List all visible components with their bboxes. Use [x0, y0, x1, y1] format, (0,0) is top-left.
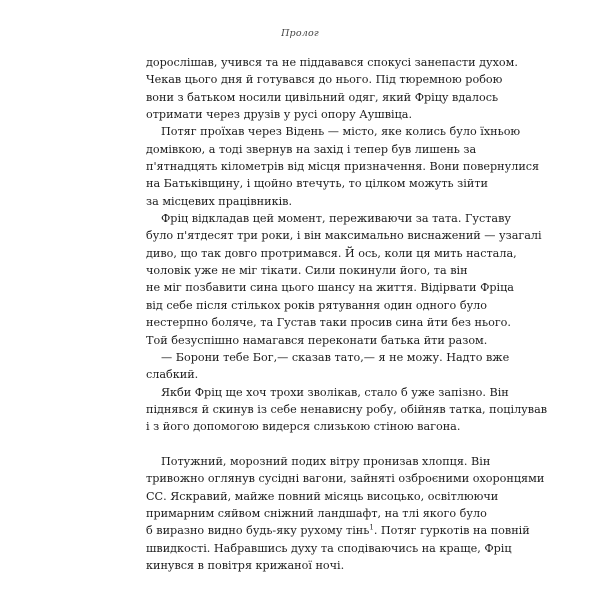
- text-line-content: Потужний, морозний подих вітру пронизав хлопця. Він: [161, 454, 491, 468]
- text-line-content: б виразно видно будь-яку рухому тінь: [146, 524, 370, 538]
- text-line: [146, 245, 517, 262]
- text-line: [146, 384, 509, 401]
- text-line: [146, 210, 511, 227]
- text-line: [146, 123, 521, 140]
- text-line: [146, 54, 518, 71]
- text-line-content: кинувся в повітря крижаної ночі.: [146, 558, 345, 572]
- text-line-content: диво, що так довго протримався. Й ось, коли ця мить настала,: [146, 246, 517, 260]
- text-line: [146, 227, 542, 244]
- text-line-content: піднявся й скинув із себе ненависну робу, обійняв татка, поцілував: [146, 402, 548, 416]
- text-line: [146, 332, 488, 349]
- text-line: [146, 314, 511, 331]
- text-line-content: за місцевих працівників.: [146, 194, 293, 208]
- text-line-content: Якби Фріц ще хоч трохи зволікав, стало б уже запізно. Він: [161, 385, 509, 399]
- text-line: [146, 175, 488, 192]
- text-line-content: Потяг проїхав через Відень — місто, яке колись було їхньою: [161, 125, 521, 139]
- text-line: [146, 71, 503, 88]
- text-line: [146, 488, 499, 505]
- text-line: [146, 505, 487, 522]
- text-line-content: п'ятнадцять кілометрів від місця призначення. Вони повернулися: [146, 160, 540, 174]
- text-line-content: нестерпно боляче, та Густав таки просив сина йти без нього.: [146, 316, 511, 330]
- text-line: [146, 279, 514, 296]
- text-line-content: було п'ятдесят три роки, і він максимально виснажений — узагалі: [146, 229, 542, 243]
- text-line-content: отримати через друзів у русі опору Аушвіца.: [146, 108, 413, 122]
- text-line-content: на Батьківщину, і щойно втечуть, то цілком можуть зійти: [146, 177, 488, 191]
- text-line: [146, 193, 458, 210]
- text-line-content: швидкості. Набравшись духу та сподіваючись на краще, Фріц: [146, 541, 512, 555]
- text-line-content: Той безуспішно намагався переконати батька йти разом.: [146, 333, 488, 347]
- text-line: [146, 401, 548, 418]
- text-line-content: вони з батьком носили цивільний одяг, який Фріцу вдалось: [146, 90, 499, 104]
- body-text: [146, 54, 548, 574]
- text-line-content: від себе після стількох років рятування один одного було: [146, 298, 487, 312]
- text-line: [146, 557, 458, 574]
- text-line-content: СС. Яскравий, майже повний місяць висоцько, освітлюючи: [146, 489, 499, 503]
- text-line: [146, 522, 530, 539]
- text-line: [146, 540, 512, 557]
- text-line-content: слабкий.: [146, 368, 199, 382]
- text-line: [146, 453, 491, 470]
- text-line-content: дорослішав, учився та не піддавався спокусі занепасти духом.: [146, 56, 518, 69]
- text-line: [146, 158, 540, 175]
- text-line-tail: . Потяг гуркотів на повній: [373, 524, 530, 538]
- text-line-content: Фріц відкладав цей момент, переживаючи за тата. Густаву: [161, 212, 511, 226]
- text-line-content: домівкою, а тоді звернув на захід і тепер був лишень за: [146, 142, 477, 156]
- text-line: [146, 470, 545, 487]
- text-line: [146, 418, 461, 435]
- text-line: [146, 366, 458, 383]
- text-line: [146, 262, 468, 279]
- text-line: [146, 349, 510, 366]
- text-line: [146, 141, 477, 158]
- text-line: [146, 297, 487, 314]
- footnote-marker: 1: [369, 523, 374, 532]
- running-head: Пролог: [281, 28, 319, 39]
- text-line-content: Чекав цього дня й готувався до нього. Під тюремною робою: [146, 73, 503, 87]
- text-line-content: чоловік уже не міг тікати. Сили покинули його, та він: [146, 264, 468, 278]
- text-line-content: і з його допомогою видерся слизькою стіною вагона.: [146, 420, 461, 434]
- text-line: [146, 89, 499, 106]
- text-line: [146, 106, 458, 123]
- paragraph-gap: [146, 436, 458, 453]
- text-line-content: тривожно оглянув сусідні вагони, зайняті озброєними охоронцями: [146, 472, 545, 486]
- text-line-content: — Борони тебе Бог,— сказав тато,— я не можу. Надто вже: [161, 350, 510, 364]
- text-line-content: не міг позбавити сина цього шансу на життя. Відірвати Фріца: [146, 281, 514, 295]
- text-line-content: примарним сяйвом сніжний ландшафт, на тлі якого було: [146, 506, 487, 520]
